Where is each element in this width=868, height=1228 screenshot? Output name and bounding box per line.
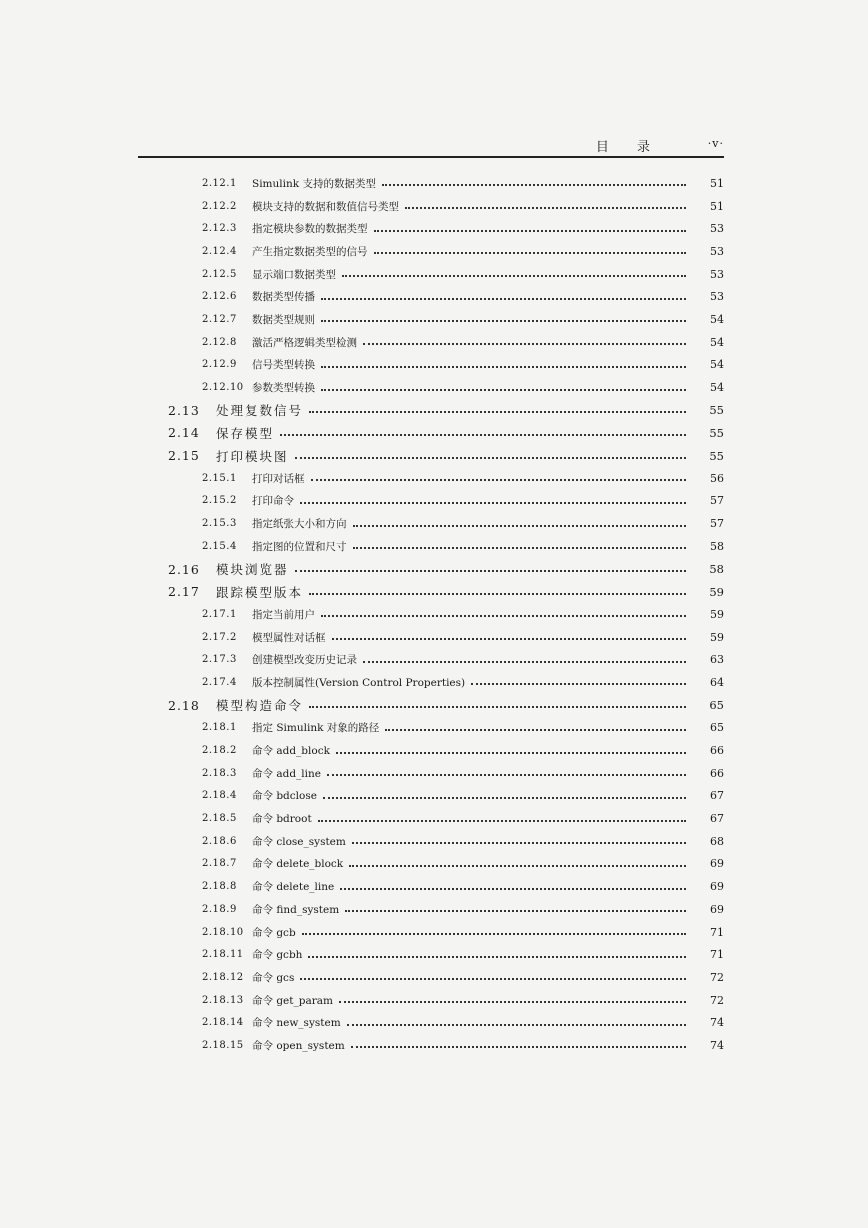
toc-entry-page: 54 — [710, 381, 724, 395]
toc-entry-page: 56 — [710, 471, 724, 485]
toc-entry-number: 2.18.3 — [202, 767, 237, 779]
toc-subsection-entry — [0, 807, 868, 830]
dot-leader — [321, 615, 686, 617]
toc-entry-title: 版本控制属性(Version Control Properties) — [252, 676, 466, 689]
toc-entry-page: 55 — [709, 425, 724, 440]
toc-entry-page: 72 — [710, 970, 724, 984]
toc-subsection-entry — [0, 535, 868, 558]
toc-entry-number: 2.18 — [168, 697, 200, 713]
toc-entry-page: 51 — [710, 176, 724, 190]
toc-entry-number: 2.15 — [168, 448, 200, 464]
toc-entry-page: 65 — [710, 721, 724, 735]
toc-entry-page: 66 — [710, 744, 724, 758]
toc-entry-title: 打印对话框 — [252, 472, 305, 485]
toc-entry-title: 指定纸张大小和方向 — [252, 518, 347, 531]
toc-entry-number: 2.13 — [168, 402, 200, 418]
toc-entry-page: 54 — [710, 312, 724, 326]
toc-subsection-entry — [0, 717, 868, 740]
toc-entry-title: 保存模型 — [216, 425, 275, 441]
toc-subsection-entry — [0, 603, 868, 626]
toc-subsection-entry — [0, 739, 868, 762]
dot-leader — [321, 298, 686, 300]
toc-entry-title: 模型属性对话框 — [252, 631, 326, 644]
toc-entry-number: 2.17.4 — [202, 676, 237, 688]
toc-entry-title: 指定图的位置和尺寸 — [252, 540, 347, 553]
toc-subsection-entry — [0, 512, 868, 535]
toc-entry-number: 2.12.8 — [202, 336, 237, 348]
toc-entry-page: 74 — [710, 1016, 724, 1030]
toc-subsection-entry — [0, 240, 868, 263]
dot-leader — [374, 230, 687, 232]
toc-entry-number: 2.12.7 — [202, 313, 237, 325]
toc-entry-page: 64 — [710, 675, 724, 689]
toc-entry-title: 创建模型改变历史记录 — [252, 654, 357, 667]
toc-entry-number: 2.18.7 — [202, 858, 237, 870]
toc-entry-title: 打印模块图 — [216, 448, 289, 464]
dot-leader — [340, 888, 686, 890]
toc-entry-title: 显示端口数据类型 — [252, 268, 336, 281]
dot-leader — [339, 1001, 686, 1003]
toc-entry-number: 2.12.1 — [202, 177, 237, 189]
toc-entry-title: 命令 bdclose — [252, 790, 317, 803]
toc-entry-title: 产生指定数据类型的信号 — [252, 245, 368, 258]
toc-entry-number: 2.18.4 — [202, 790, 237, 802]
toc-entry-page: 67 — [710, 789, 724, 803]
dot-leader — [311, 479, 687, 481]
toc-entry-page: 65 — [709, 698, 724, 713]
toc-subsection-entry — [0, 943, 868, 966]
toc-entry-page: 71 — [710, 948, 724, 962]
toc-entry-number: 2.17.2 — [202, 631, 237, 643]
dot-leader — [318, 820, 686, 822]
toc-section-entry — [0, 399, 868, 422]
toc-subsection-entry — [0, 921, 868, 944]
toc-entry-number: 2.12.3 — [202, 223, 237, 235]
dot-leader — [295, 570, 686, 572]
toc-section-entry — [0, 694, 868, 717]
toc-entry-page: 59 — [710, 607, 724, 621]
dot-leader — [323, 797, 686, 799]
toc-entry-title: 命令 delete_line — [252, 881, 335, 894]
toc-entry-page: 69 — [710, 857, 724, 871]
toc-entry-page: 58 — [709, 562, 724, 577]
toc-subsection-entry — [0, 1011, 868, 1034]
dot-leader — [308, 956, 686, 958]
toc-entry-number: 2.12.4 — [202, 245, 237, 257]
toc-entry-title: 命令 new_system — [252, 1017, 341, 1030]
toc-entry-number: 2.18.6 — [202, 835, 237, 847]
dot-leader — [385, 729, 686, 731]
toc-entry-page: 63 — [710, 653, 724, 667]
toc-entry-number: 2.15.1 — [202, 472, 237, 484]
toc-entry-title: 命令 get_param — [252, 994, 333, 1007]
toc-entry-number: 2.17 — [168, 584, 200, 600]
toc-entry-page: 53 — [710, 290, 724, 304]
toc-entry-number: 2.18.1 — [202, 722, 237, 734]
toc-section-entry — [0, 558, 868, 581]
dot-leader — [321, 366, 686, 368]
toc-entry-page: 69 — [710, 902, 724, 916]
toc-entry-number: 2.15.3 — [202, 518, 237, 530]
toc-entry-number: 2.18.15 — [202, 1039, 244, 1051]
toc-entry-title: 模型构造命令 — [216, 698, 304, 714]
toc-entry-title: 模块支持的数据和数值信号类型 — [252, 200, 399, 213]
toc-entry-title: 信号类型转换 — [252, 359, 315, 372]
toc-entry-number: 2.15.4 — [202, 540, 237, 552]
toc-subsection-entry — [0, 898, 868, 921]
dot-leader — [345, 910, 686, 912]
toc-entry-title: 模块浏览器 — [216, 562, 289, 578]
dot-leader — [351, 1046, 686, 1048]
header-title: 目 录 — [595, 140, 662, 155]
toc-entry-number: 2.12.2 — [202, 200, 237, 212]
toc-subsection-entry — [0, 331, 868, 354]
toc-entry-title: 命令 add_block — [252, 745, 330, 758]
toc-entry-number: 2.18.14 — [202, 1017, 244, 1029]
dot-leader — [363, 661, 686, 663]
toc-entry-title: 命令 gcs — [252, 971, 295, 984]
toc-section-entry — [0, 444, 868, 467]
toc-subsection-entry — [0, 467, 868, 490]
toc-entry-page: 59 — [710, 630, 724, 644]
dot-leader — [374, 252, 687, 254]
toc-entry-page: 58 — [710, 539, 724, 553]
dot-leader — [309, 706, 686, 708]
toc-entry-title: 指定当前用户 — [252, 608, 315, 621]
dot-leader — [309, 411, 686, 413]
toc-entry-title: 命令 open_system — [252, 1039, 345, 1052]
dot-leader — [309, 593, 686, 595]
toc-entry-number: 2.18.8 — [202, 881, 237, 893]
running-header — [138, 134, 724, 156]
toc-entry-page: 53 — [710, 244, 724, 258]
toc-entry-page: 66 — [710, 766, 724, 780]
toc-entry-number: 2.12.6 — [202, 291, 237, 303]
toc-entry-page: 68 — [710, 834, 724, 848]
toc-entry-title: 命令 delete_block — [252, 858, 344, 871]
toc-entry-title: 打印命令 — [252, 495, 294, 508]
toc-entry-page: 53 — [710, 267, 724, 281]
toc-section-entry — [0, 580, 868, 603]
toc-subsection-entry — [0, 172, 868, 195]
dot-leader — [332, 638, 687, 640]
table-of-contents — [0, 172, 868, 1057]
toc-entry-title: 激活严格逻辑类型检测 — [252, 336, 357, 349]
toc-entry-page: 59 — [709, 584, 724, 599]
toc-subsection-entry — [0, 217, 868, 240]
toc-subsection-entry — [0, 376, 868, 399]
dot-leader — [353, 547, 687, 549]
toc-entry-page: 51 — [710, 199, 724, 213]
toc-subsection-entry — [0, 785, 868, 808]
toc-entry-number: 2.15.2 — [202, 495, 237, 507]
dot-leader — [352, 842, 686, 844]
toc-section-entry — [0, 422, 868, 445]
toc-entry-title: 跟踪模型版本 — [216, 584, 304, 600]
toc-entry-title: 处理复数信号 — [216, 403, 304, 419]
toc-subsection-entry — [0, 1034, 868, 1057]
toc-entry-title: 数据类型传播 — [252, 291, 315, 304]
toc-entry-number: 2.18.2 — [202, 745, 237, 757]
dot-leader — [363, 343, 686, 345]
dot-leader — [349, 865, 686, 867]
toc-entry-number: 2.16 — [168, 561, 200, 577]
toc-entry-page: 57 — [710, 494, 724, 508]
toc-entry-number: 2.18.10 — [202, 926, 244, 938]
toc-entry-number: 2.12.9 — [202, 359, 237, 371]
toc-subsection-entry — [0, 195, 868, 218]
toc-entry-page: 54 — [710, 335, 724, 349]
toc-entry-page: 55 — [709, 448, 724, 463]
dot-leader — [336, 752, 686, 754]
toc-subsection-entry — [0, 308, 868, 331]
toc-subsection-entry — [0, 853, 868, 876]
toc-entry-page: 54 — [710, 358, 724, 372]
toc-entry-number: 2.14 — [168, 425, 200, 441]
dot-leader — [321, 320, 686, 322]
dot-leader — [342, 275, 686, 277]
dot-leader — [321, 389, 686, 391]
toc-subsection-entry — [0, 830, 868, 853]
toc-entry-title: 命令 gcbh — [252, 949, 303, 962]
dot-leader — [471, 683, 686, 685]
toc-entry-number: 2.18.13 — [202, 994, 244, 1006]
toc-entry-number: 2.12.5 — [202, 268, 237, 280]
toc-entry-title: 指定模块参数的数据类型 — [252, 223, 368, 236]
toc-subsection-entry — [0, 626, 868, 649]
toc-subsection-entry — [0, 648, 868, 671]
dot-leader — [382, 184, 686, 186]
toc-entry-number: 2.17.1 — [202, 608, 237, 620]
toc-subsection-entry — [0, 989, 868, 1012]
toc-entry-title: 命令 close_system — [252, 835, 346, 848]
toc-entry-number: 2.12.10 — [202, 382, 244, 394]
toc-subsection-entry — [0, 285, 868, 308]
toc-entry-page: 55 — [709, 403, 724, 418]
dot-leader — [295, 457, 686, 459]
toc-entry-number: 2.18.9 — [202, 903, 237, 915]
toc-entry-title: 数据类型规则 — [252, 313, 315, 326]
header-page-number: ·v· — [707, 137, 724, 150]
toc-subsection-entry — [0, 263, 868, 286]
dot-leader — [300, 978, 686, 980]
toc-entry-page: 57 — [710, 517, 724, 531]
toc-subsection-entry — [0, 490, 868, 513]
toc-entry-number: 2.18.11 — [202, 949, 244, 961]
toc-entry-page: 71 — [710, 925, 724, 939]
dot-leader — [300, 502, 686, 504]
dot-leader — [302, 933, 686, 935]
toc-entry-title: 指定 Simulink 对象的路径 — [252, 722, 380, 735]
toc-subsection-entry — [0, 671, 868, 694]
toc-entry-title: Simulink 支持的数据类型 — [252, 177, 376, 190]
toc-entry-page: 53 — [710, 222, 724, 236]
toc-entry-page: 69 — [710, 880, 724, 894]
dot-leader — [327, 774, 686, 776]
toc-entry-title: 命令 add_line — [252, 767, 321, 780]
header-rule — [138, 156, 724, 158]
toc-subsection-entry — [0, 875, 868, 898]
dot-leader — [405, 207, 686, 209]
dot-leader — [353, 525, 687, 527]
toc-entry-title: 命令 gcb — [252, 926, 296, 939]
toc-entry-title: 命令 bdroot — [252, 813, 312, 826]
toc-entry-number: 2.18.12 — [202, 971, 244, 983]
toc-entry-title: 参数类型转换 — [252, 382, 315, 395]
dot-leader — [280, 434, 686, 436]
toc-subsection-entry — [0, 354, 868, 377]
toc-entry-title: 命令 find_system — [252, 903, 340, 916]
toc-subsection-entry — [0, 966, 868, 989]
dot-leader — [347, 1024, 686, 1026]
toc-entry-number: 2.18.5 — [202, 813, 237, 825]
toc-entry-number: 2.17.3 — [202, 654, 237, 666]
toc-entry-page: 67 — [710, 812, 724, 826]
toc-entry-page: 74 — [710, 1038, 724, 1052]
toc-entry-page: 72 — [710, 993, 724, 1007]
toc-subsection-entry — [0, 762, 868, 785]
